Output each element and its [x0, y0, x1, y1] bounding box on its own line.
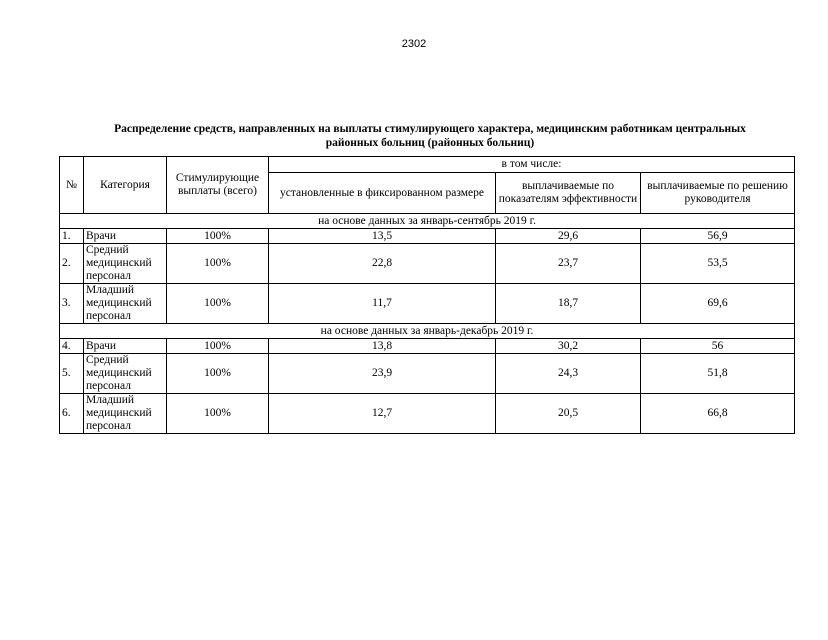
row-manager: 56: [641, 339, 795, 354]
row-total: 100%: [167, 354, 269, 394]
row-manager: 53,5: [641, 244, 795, 284]
row-total: 100%: [167, 284, 269, 324]
row-performance: 30,2: [496, 339, 641, 354]
row-category: Младший медицинский персонал: [84, 284, 167, 324]
section-header-row: [60, 324, 795, 339]
row-fixed: 13,8: [269, 339, 496, 354]
row-total: 100%: [167, 339, 269, 354]
header-including: в том числе:: [269, 157, 795, 173]
title-line-2: районных больниц (районных больниц): [325, 137, 535, 149]
row-fixed: 22,8: [269, 244, 496, 284]
row-number: 4.: [60, 339, 84, 354]
row-performance: 29,6: [496, 229, 641, 244]
table-row: [60, 339, 795, 354]
table-body: [60, 214, 795, 434]
header-performance: выплачиваемые по показателям эффективности: [496, 173, 641, 214]
title-line-1: Распределение средств, направленных на выплаты стимулирующего характера, медицинским работникам центральных: [114, 123, 746, 135]
header-manager: выплачиваемые по решению руководителя: [641, 173, 795, 214]
table-row: [60, 394, 795, 434]
row-manager: 56,9: [641, 229, 795, 244]
section-header-row: [60, 214, 795, 229]
row-manager: 69,6: [641, 284, 795, 324]
row-fixed: 11,7: [269, 284, 496, 324]
row-category: Младший медицинский персонал: [84, 394, 167, 434]
row-fixed: 23,9: [269, 354, 496, 394]
table-row: [60, 244, 795, 284]
row-fixed: 12,7: [269, 394, 496, 434]
row-total: 100%: [167, 229, 269, 244]
header-fixed: установленные в фиксированном размере: [269, 173, 496, 214]
table-row: [60, 284, 795, 324]
header-number: №: [60, 157, 84, 214]
row-category: Врачи: [84, 339, 167, 354]
row-performance: 18,7: [496, 284, 641, 324]
row-performance: 24,3: [496, 354, 641, 394]
section-label: на основе данных за январь-сентябрь 2019 г.: [60, 214, 795, 229]
row-category: Средний медицинский персонал: [84, 244, 167, 284]
row-fixed: 13,5: [269, 229, 496, 244]
page-number: 2302: [401, 38, 427, 50]
table-row: [60, 354, 795, 394]
header-category: Категория: [84, 157, 167, 214]
document-title: [60, 122, 800, 150]
table-row: [60, 229, 795, 244]
row-manager: 66,8: [641, 394, 795, 434]
row-number: 1.: [60, 229, 84, 244]
row-number: 2.: [60, 244, 84, 284]
row-total: 100%: [167, 244, 269, 284]
row-performance: 20,5: [496, 394, 641, 434]
row-category: Врачи: [84, 229, 167, 244]
row-number: 6.: [60, 394, 84, 434]
row-number: 5.: [60, 354, 84, 394]
row-total: 100%: [167, 394, 269, 434]
header-total: Стимулирующие выплаты (всего): [167, 157, 269, 214]
payments-table: [59, 156, 795, 434]
row-performance: 23,7: [496, 244, 641, 284]
row-category: Средний медицинский персонал: [84, 354, 167, 394]
row-manager: 51,8: [641, 354, 795, 394]
row-number: 3.: [60, 284, 84, 324]
section-label: на основе данных за январь-декабрь 2019 г.: [60, 324, 795, 339]
